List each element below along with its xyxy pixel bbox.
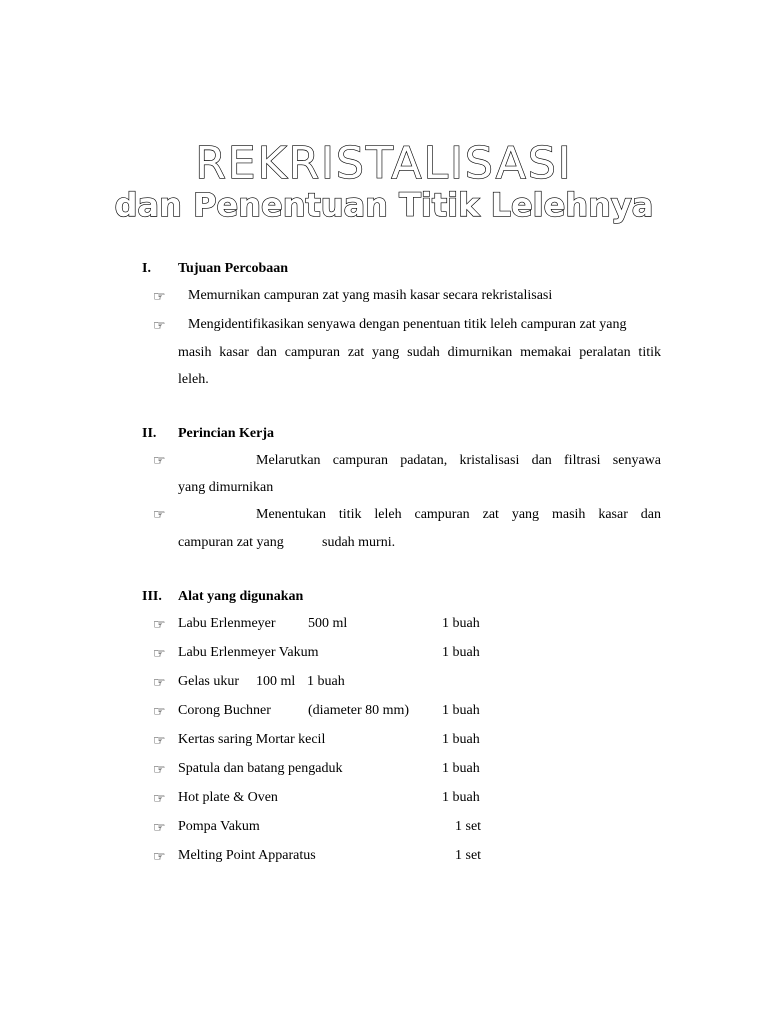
equipment-qty: 1 buah (307, 674, 345, 689)
equipment-qty: 1 buah (442, 703, 480, 718)
pointing-hand-icon: ☞ (153, 820, 166, 836)
section-number: I. (142, 261, 151, 276)
equipment-name: Melting Point Apparatus (178, 848, 316, 863)
equipment-qty: 1 buah (442, 761, 480, 776)
equipment-qty: 1 buah (442, 790, 480, 805)
list-item: Menentukan titik leleh campuran zat yang masih kasar dan (256, 507, 661, 522)
pointing-hand-icon: ☞ (153, 507, 166, 523)
list-item-continuation: masih kasar dan campuran zat yang sudah dimurnikan memakai peralatan titik (178, 345, 661, 360)
equipment-name: Hot plate & Oven (178, 790, 278, 805)
list-item-continuation: yang dimurnikan (178, 480, 274, 495)
section-title: Perincian Kerja (178, 426, 275, 441)
equipment-name: Kertas saring Mortar kecil (178, 732, 326, 747)
pointing-hand-icon: ☞ (153, 791, 166, 807)
equipment-qty: 1 set (455, 848, 482, 863)
equipment-qty: 1 buah (442, 732, 480, 747)
equipment-name: Spatula dan batang pengaduk (178, 761, 343, 776)
pointing-hand-icon: ☞ (153, 453, 166, 469)
equipment-name: Gelas ukur (178, 674, 240, 689)
equipment-qty: 1 set (455, 819, 482, 834)
section-title: Tujuan Percobaan (178, 261, 289, 276)
equipment-spec: (diameter 80 mm) (308, 703, 410, 718)
equipment-name: Labu Erlenmeyer (178, 616, 276, 631)
equipment-spec: 100 ml (256, 674, 296, 689)
pointing-hand-icon: ☞ (153, 289, 166, 305)
pointing-hand-icon: ☞ (153, 675, 166, 691)
equipment-name: Labu Erlenmeyer Vakum (178, 645, 319, 660)
section-heading-alat (142, 589, 303, 605)
equipment-name: Corong Buchner (178, 703, 271, 718)
pointing-hand-icon: ☞ (153, 762, 166, 778)
list-item: Mengidentifikasikan senyawa dengan penentuan titik leleh campuran zat yang (188, 317, 627, 332)
pointing-hand-icon: ☞ (153, 617, 166, 633)
document-subtitle: dan Penentuan Titik Lelehnya (114, 186, 654, 224)
pointing-hand-icon: ☞ (153, 733, 166, 749)
list-item-continuation: campuran zat yang (178, 535, 284, 550)
list-item-continuation: sudah murni. (322, 535, 396, 550)
equipment-name: Pompa Vakum (178, 819, 260, 834)
pointing-hand-icon: ☞ (153, 646, 166, 662)
equipment-qty: 1 buah (442, 616, 480, 631)
section-number: II. (142, 426, 157, 441)
pointing-hand-icon: ☞ (153, 849, 166, 865)
equipment-spec: 500 ml (308, 616, 348, 631)
list-item: Memurnikan campuran zat yang masih kasar secara rekristalisasi (188, 288, 553, 303)
list-item-continuation: leleh. (178, 372, 209, 387)
pointing-hand-icon: ☞ (153, 318, 166, 334)
pointing-hand-icon: ☞ (153, 704, 166, 720)
list-item: Melarutkan campuran padatan, kristalisasi dan filtrasi senyawa (256, 453, 661, 468)
section-number: III. (142, 589, 162, 604)
section-title: Alat yang digunakan (178, 589, 304, 604)
equipment-qty: 1 buah (442, 645, 480, 660)
section-heading-perincian (142, 426, 274, 442)
document-title: REKRISTALISASI (195, 138, 573, 189)
section-heading-tujuan (142, 261, 288, 277)
